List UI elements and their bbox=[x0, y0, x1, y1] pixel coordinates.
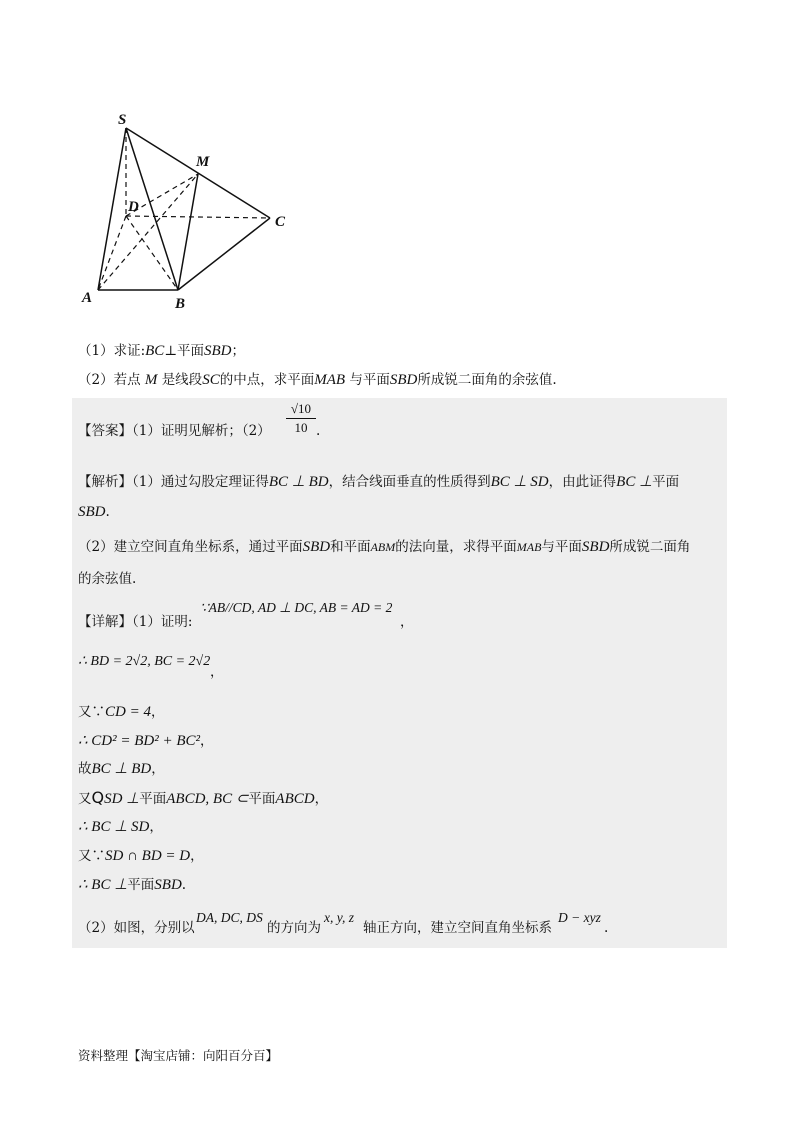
detail-line-2-end: ， bbox=[210, 664, 224, 680]
detail-line-8: 又∵SD ∩ BD = D， bbox=[78, 848, 204, 864]
label-d: D bbox=[128, 199, 139, 215]
detail-line-1-end: ， bbox=[400, 614, 414, 630]
detail-line-10-mid: 的方向为 bbox=[267, 920, 321, 936]
label-m: M bbox=[196, 154, 210, 170]
detail-line-10-coord: D − xyz bbox=[558, 910, 601, 925]
analysis-line-2: SBD. bbox=[78, 504, 110, 520]
detail-line-1-math: ∵AB//CD, AD ⊥ DC, AB = AD = 2 bbox=[200, 600, 393, 615]
detail-line-2: ∴ BD = 2√2, BC = 2√2 bbox=[78, 654, 211, 669]
detail-line-7: ∴ BC ⊥ SD， bbox=[78, 819, 163, 835]
detail-line-4: ∴ CD² = BD² + BC²， bbox=[78, 733, 214, 749]
question-1: （1）求证:BC⊥平面SBD； bbox=[78, 343, 246, 359]
label-b: B bbox=[175, 296, 186, 312]
answer-end: . bbox=[316, 423, 321, 439]
detail-line-5: 故BC ⊥ BD， bbox=[78, 761, 165, 777]
question-2: （2）若点 M 是线段SC的中点，求平面MAB 与平面SBD所成锐二面角的余弦值. bbox=[78, 372, 557, 388]
detail-line-1: 【详解】（1）证明: bbox=[78, 614, 193, 630]
label-s: S bbox=[118, 112, 127, 128]
detail-line-10-vectors: DA, DC, DS bbox=[196, 910, 263, 925]
detail-line-10: （2）如图，分别以 bbox=[78, 920, 195, 936]
label-c: C bbox=[275, 214, 286, 230]
analysis-line-4: 的余弦值. bbox=[78, 571, 137, 587]
detail-line-6: 又QSD ⊥平面ABCD, BC ⊂平面ABCD， bbox=[78, 788, 329, 807]
detail-line-10-end: 轴正方向，建立空间直角坐标系 bbox=[363, 920, 552, 936]
detail-line-10-axes: x, y, z bbox=[324, 910, 354, 925]
label-a: A bbox=[82, 290, 93, 306]
detail-line-3: 又∵CD = 4， bbox=[78, 704, 165, 720]
answer-fraction: √10 10 bbox=[286, 401, 316, 436]
footer-credit: 资料整理【淘宝店铺：向阳百分百】 bbox=[78, 1048, 279, 1063]
detail-line-9: ∴ BC ⊥平面SBD. bbox=[78, 877, 187, 893]
analysis-line-3: （2）建立空间直角坐标系，通过平面SBD和平面ABM的法向量，求得平面MAB与平面SBD所成锐二面角 bbox=[78, 539, 691, 555]
detail-line-10-period: . bbox=[604, 920, 609, 936]
pyramid-figure bbox=[78, 108, 308, 313]
analysis-line-1: 【解析】（1）通过勾股定理证得BC ⊥ BD，结合线面垂直的性质得到BC ⊥ SD，由此证得BC ⊥平面 bbox=[78, 474, 680, 490]
answer-line: 【答案】（1）证明见解析；（2） bbox=[78, 423, 271, 439]
